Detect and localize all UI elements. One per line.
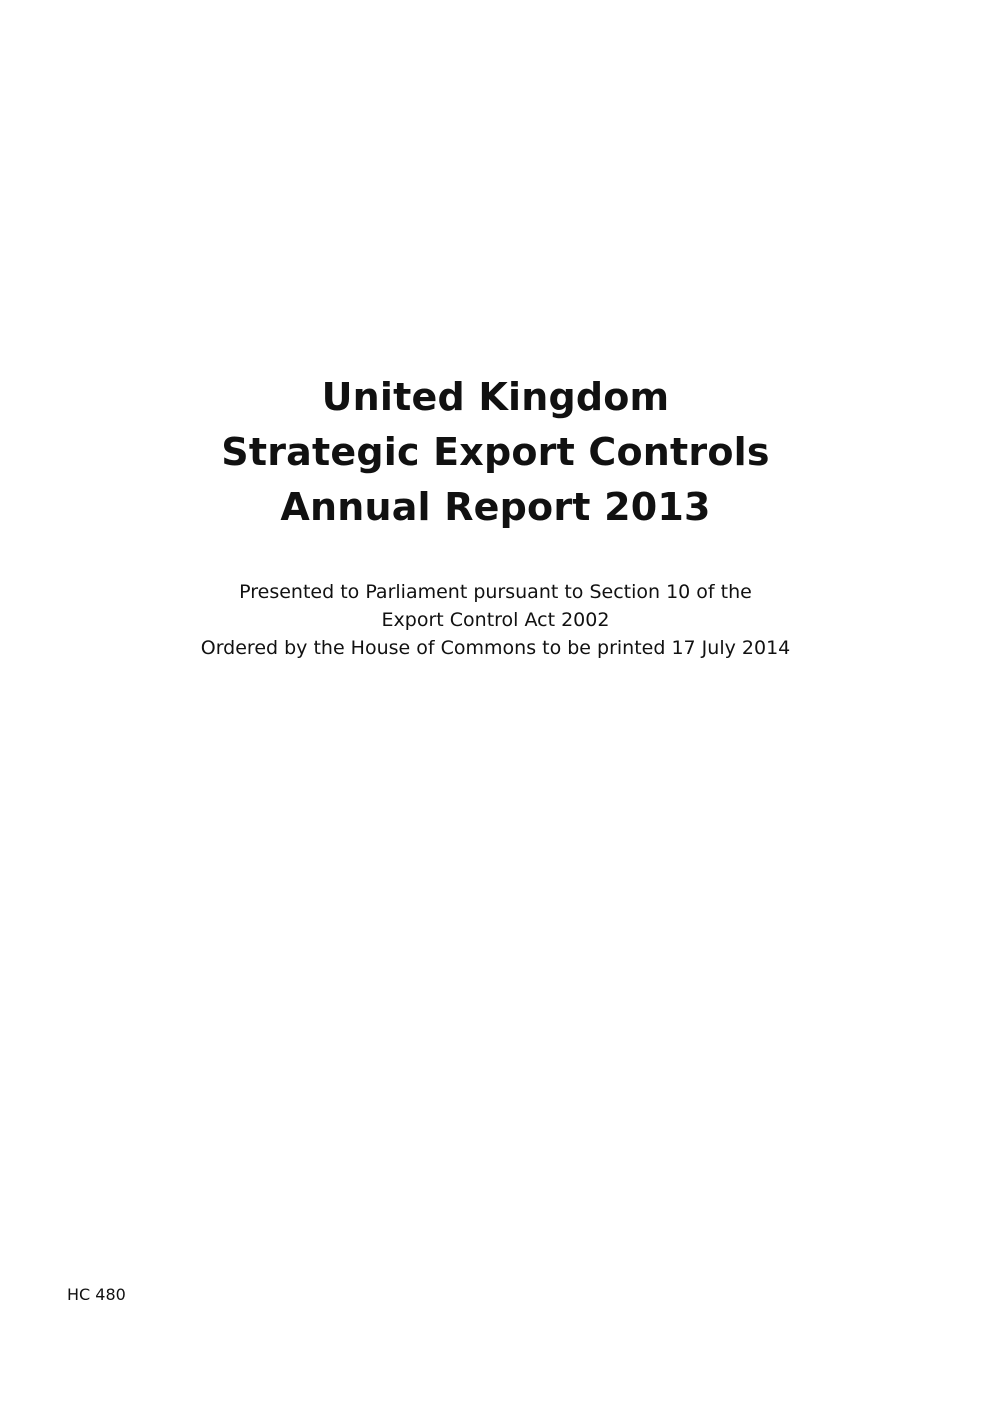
statement-line-ordered: Ordered by the House of Commons to be printed 17 July 2014 [200,637,791,659]
presentation-statement [0,578,991,662]
report-title [0,370,991,535]
statement-line-presented: Presented to Parliament pursuant to Section 10 of the [239,581,752,603]
title-line-subject: Strategic Export Controls [221,430,770,474]
statement-line-act: Export Control Act 2002 [381,609,610,631]
house-paper-reference: HC 480 [67,1285,126,1304]
title-line-report: Annual Report 2013 [280,485,711,529]
title-line-country: United Kingdom [321,375,670,419]
